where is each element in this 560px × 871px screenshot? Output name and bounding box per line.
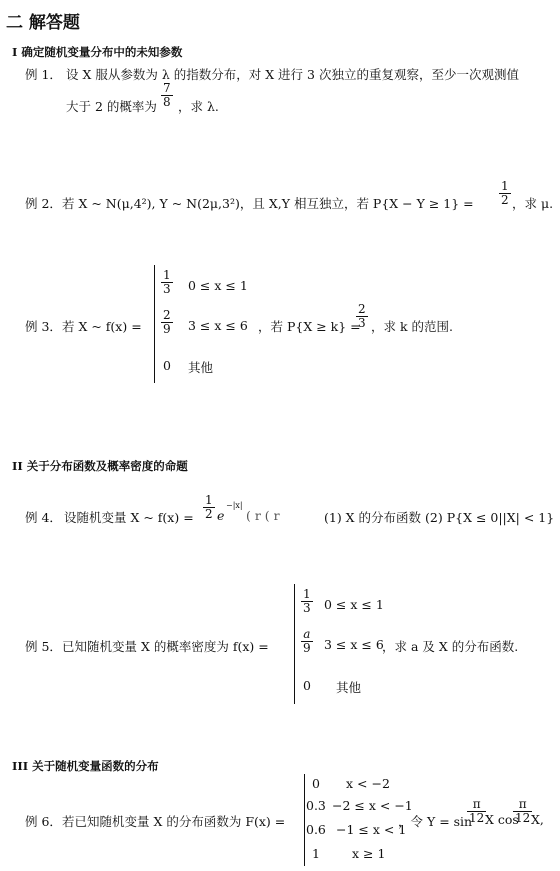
brace-line (294, 584, 300, 704)
example-6-fraction-2 (513, 798, 532, 824)
denominator: 8 (163, 94, 171, 109)
example-2-label: 例 2． (25, 196, 62, 211)
example-6-label: 例 6． (25, 814, 62, 829)
example-1-fraction (161, 82, 173, 108)
denominator: 12 (469, 810, 485, 825)
example-6-pre: 若已知随机变量 X 的分布函数为 F(x) = (62, 814, 286, 829)
case-3-value: 0 (303, 678, 311, 693)
denominator: 3 (163, 281, 171, 296)
example-6-fraction-1 (467, 798, 486, 824)
case-3-condition: 其他 (188, 360, 214, 375)
case-2-value: 0.3 (306, 798, 326, 813)
case-1-condition: 0 ≤ x ≤ 1 (324, 597, 384, 612)
denominator: 12 (515, 810, 531, 825)
numerator: 1 (303, 587, 311, 601)
example-6-piecewise (304, 774, 413, 866)
example-3-fraction (356, 303, 368, 329)
example-5-post: ，求 a 及 X 的分布函数. (382, 639, 519, 654)
numerator: 7 (163, 81, 171, 95)
example-4-label: 例 4． (25, 510, 62, 525)
case-1-value: 0 (312, 776, 320, 791)
example-3-label: 例 3． (25, 319, 62, 334)
case-1-condition: x < −2 (346, 776, 390, 791)
denominator: 3 (303, 600, 311, 615)
example-5-pre: 已知随机变量 X 的概率密度为 f(x) = (62, 639, 269, 654)
case-2-value (161, 309, 173, 335)
example-2-post: ，求 μ. (512, 196, 554, 211)
numerator: 1 (501, 179, 509, 193)
case-3-condition: −1 ≤ x < 1 (336, 822, 407, 837)
numerator: a (301, 628, 313, 642)
numerator: π (467, 798, 486, 812)
denominator: 2 (205, 506, 213, 521)
numerator: 2 (358, 302, 366, 316)
part-title-3: III 关于随机变量函数的分布 (12, 759, 159, 773)
example-3-pre: 若 X ~ f(x) = (62, 319, 142, 334)
example-5-label: 例 5． (25, 639, 62, 654)
numerator: 2 (163, 308, 171, 322)
denominator: 2 (501, 192, 509, 207)
case-1-value (301, 588, 313, 614)
part-title-2: II 关于分布函数及概率密度的命题 (12, 459, 188, 473)
case-3-value: 0 (163, 358, 171, 373)
numerator: 1 (163, 268, 171, 282)
example-2-fraction (499, 180, 511, 206)
denominator: 9 (303, 640, 311, 655)
example-6-post: X, (531, 812, 544, 827)
example-3-piecewise (154, 265, 264, 383)
section-title: 二 解答题 (6, 13, 80, 33)
example-2-text: 若 X ~ N(μ,4²), Y ~ N(2μ,3²)，且 X,Y 相互独立，若 P{X − Y ≥ 1} = (62, 196, 474, 211)
example-5-piecewise (294, 584, 390, 704)
case-3-condition: 其他 (336, 680, 362, 695)
case-1-value (161, 269, 173, 295)
example-4-garbled: ( r ( r (246, 508, 280, 523)
case-2-condition: 3 ≤ x ≤ 6 (324, 637, 384, 652)
case-3-value: 0.6 (306, 822, 326, 837)
case-4-condition: x ≥ 1 (352, 846, 386, 861)
brace-line (304, 774, 310, 866)
case-4-value: 1 (312, 846, 320, 861)
case-2-condition: 3 ≤ x ≤ 6 (188, 318, 248, 333)
example-3-post: ，求 k 的范围. (371, 319, 453, 334)
example-1-label: 例 1． (25, 67, 62, 82)
example-6-mid: ，令 Y = sin (398, 814, 473, 829)
example-1-line2-pre: 大于 2 的概率为 (66, 99, 157, 114)
brace-line (154, 265, 160, 383)
example-4-exp-base: e (217, 508, 225, 523)
example-1-line2-post: ，求 λ. (178, 99, 219, 114)
case-1-condition: 0 ≤ x ≤ 1 (188, 278, 248, 293)
denominator: 9 (163, 321, 171, 336)
part-title-1: I 确定随机变量分布中的未知参数 (12, 45, 183, 59)
case-2-condition: −2 ≤ x < −1 (332, 798, 413, 813)
denominator: 3 (358, 315, 366, 330)
numerator: 1 (205, 493, 213, 507)
example-3-mid: ，若 P{X ≥ k} = (258, 319, 361, 334)
case-2-value (301, 628, 313, 654)
example-4-post: (1) X 的分布函数 (2) P{X ≤ 0||X| < 1} (324, 510, 555, 525)
example-4-fraction (203, 494, 215, 520)
example-4-pre: 设随机变量 X ~ f(x) = (64, 510, 194, 525)
numerator: π (513, 798, 532, 812)
example-4-exp-sup: −|x| (226, 501, 243, 510)
example-1-line1: 设 X 服从参数为 λ 的指数分布，对 X 进行 3 次独立的重复观察，至少一次观测值 (66, 67, 519, 82)
example-6-mid2: X cos (485, 812, 519, 827)
